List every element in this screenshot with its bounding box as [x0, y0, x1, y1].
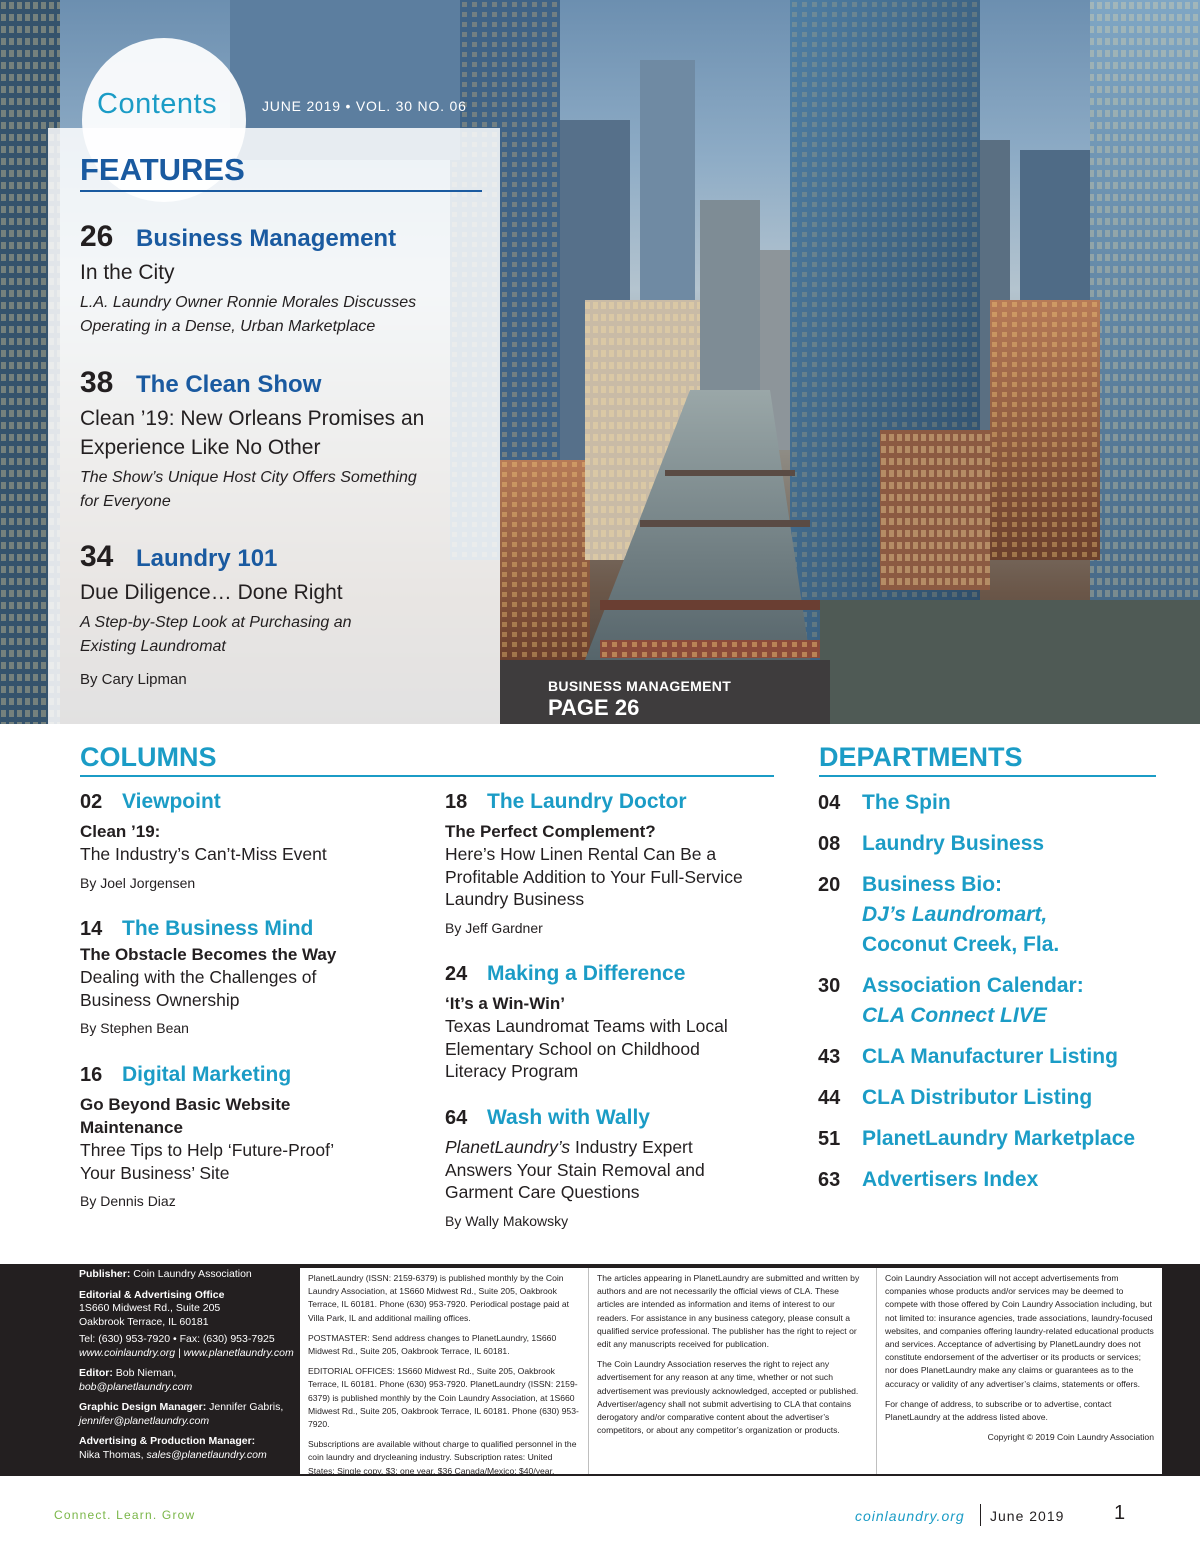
feature-category: The Clean Show — [136, 371, 322, 398]
department-item[interactable]: 51 PlanetLaundry Marketplace — [818, 1127, 1136, 1150]
column-headline: The Perfect Complement? — [445, 822, 656, 841]
hero-caption-kicker: BUSINESS MANAGEMENT — [548, 678, 732, 694]
footer-tagline: Connect. Learn. Grow — [54, 1508, 196, 1522]
column-item-digital-marketing[interactable] — [80, 1063, 410, 1209]
column-category: The Business Mind — [122, 917, 314, 940]
column-page-number: 02 — [80, 791, 103, 813]
department-item[interactable]: 04 The Spin — [818, 791, 951, 814]
feature-page-number: 34 — [80, 540, 114, 573]
feature-category: Business Management — [136, 225, 397, 252]
column-subhead: The Industry’s Can’t-Miss Event — [80, 844, 327, 864]
department-item[interactable]: 30 Association Calendar: CLA Connect LIVE — [818, 974, 1084, 1027]
legal-publication-info: PlanetLaundry (ISSN: 2159-6379) is published monthly by the Coin Laundry Association, at 1S660 Midwest Rd., Suite 205, Oakbrook Terrace, IL 60181. Phone (630) 953-7920. Periodical postage paid at Villa Park, IL and additional mailing offices. POSTMASTER: Send address changes to PlanetLaundry, 1S660 Midwest Rd., Suite 205, Oakbrook Terrace, IL 60181. EDITORIAL OFFICES: 1S660 Midwest Rd., Suite 205, Oakbrook Terrace, IL 60181. Phone (630) 953-7920. PlanetLaundry (ISSN: 2159-6379) is published monthly by the Coin Laundry Association, at 1S660 Midwest Rd., Suite 205, Oakbrook Terrace, IL 60181. Phone (630) 953-7920. Subscriptions are available without charge to qualified personnel in the coin laundry and drycleaning industry. Subscription rates: United States: Single copy, $3; one year, $36 Canada/Mexico: $40/year. — [300, 1268, 589, 1474]
department-item[interactable]: 43 CLA Manufacturer Listing — [818, 1045, 1118, 1068]
departments-heading: DEPARTMENTS — [819, 742, 1023, 772]
features-heading: FEATURES — [80, 152, 245, 187]
column-byline: By Jeff Gardner — [445, 919, 543, 936]
feature-item-business-management[interactable] — [80, 220, 480, 339]
feature-category: Laundry 101 — [136, 545, 278, 572]
hero-caption-page: PAGE 26 — [548, 695, 640, 720]
column-page-number: 18 — [445, 791, 468, 813]
column-item-laundry-doctor[interactable] — [445, 790, 775, 936]
column-headline: Go Beyond Basic Website Maintenance — [80, 1095, 291, 1137]
department-item[interactable]: 63 Advertisers Index — [818, 1168, 1039, 1191]
column-subhead: Dealing with the Challenges of Business Ownership — [80, 967, 317, 1010]
feature-title: Clean ’19: New Orleans Promises an Experience Like No Other — [80, 407, 425, 459]
issue-date-volume: JUNE 2019 • VOL. 30 NO. 06 — [262, 98, 467, 114]
column-category: Making a Difference — [487, 962, 686, 985]
column-category: Wash with Wally — [487, 1106, 650, 1129]
hero-caption[interactable] — [548, 678, 731, 721]
features-divider — [80, 190, 482, 192]
footer-separator — [980, 1504, 981, 1526]
masthead-credits: Publisher: Coin Laundry Association Editorial & Advertising Office 1S660 Midwest Rd., Suite 205 Oakbrook Terrace, IL 60181 Tel: (630) 953-7920 • Fax: (630) 953-7925 www.coinlaundry.org | www.planetlaundry.com Editor: Bob Nieman, bob@planetlaundry.com Graphic Design Manager: Jennifer Gabris, jennifer@planetlaundry.com Advertising & Production Manager: Nika Thomas, sales@planetlaundry.com — [79, 1268, 294, 1461]
column-byline: By Joel Jorgensen — [80, 874, 196, 891]
feature-dek: The Show’s Unique Host City Offers Something for Everyone — [80, 469, 417, 510]
legal-advertising-policy: Coin Laundry Association will not accept advertisements from companies whose products and/or services may be deemed to compete with those offered by Coin Laundry Association including, but not limited to: insurance agencies, trade associations, laundry-focused websites, and companies offering laundry-related educational products and services. Acceptance of advertising by PlanetLaundry does not constitute endorsement of the advertiser or its products or services; nor does PlanetLaundry make any claims or guarantees as to the accuracy or validity of any advertiser’s claims, statements or offers. For change of address, to subscribe or to advertise, contact PlanetLaundry at the address listed above. Copyright © 2019 Coin Laundry Association — [877, 1268, 1162, 1474]
column-subhead: Here’s How Linen Rental Can Be a Profitable Addition to Your Full-Service Laundry Business — [445, 844, 743, 909]
departments-divider — [819, 775, 1156, 777]
column-page-number: 24 — [445, 963, 468, 985]
footer-issue-date: June 2019 — [990, 1508, 1065, 1524]
column-subhead: Three Tips to Help ‘Future-Proof’ Your Business’ Site — [80, 1140, 335, 1183]
contents-title: Contents — [97, 88, 218, 120]
feature-page-number: 26 — [80, 220, 114, 253]
column-byline: By Stephen Bean — [80, 1020, 189, 1036]
column-byline: By Dennis Diaz — [80, 1193, 176, 1209]
department-item[interactable]: 44 CLA Distributor Listing — [818, 1086, 1093, 1109]
column-item-making-a-difference[interactable] — [445, 962, 775, 1083]
column-page-number: 14 — [80, 918, 103, 940]
column-page-number: 64 — [445, 1107, 468, 1129]
column-page-number: 16 — [80, 1064, 103, 1086]
department-item[interactable]: 20 Business Bio: DJ’s Laundromart, Coconut Creek, Fla. — [818, 873, 1060, 956]
footer-website-link[interactable]: coinlaundry.org — [855, 1508, 965, 1524]
feature-title: In the City — [80, 261, 175, 284]
column-headline: ‘It’s a Win-Win’ — [445, 994, 565, 1013]
column-headline: Clean ’19: — [80, 822, 161, 841]
column-item-viewpoint[interactable] — [80, 790, 410, 891]
column-category: The Laundry Doctor — [487, 790, 687, 813]
feature-item-clean-show[interactable] — [80, 366, 480, 514]
page-number: 1 — [1114, 1502, 1126, 1524]
feature-dek: L.A. Laundry Owner Ronnie Morales Discusses Operating in a Dense, Urban Marketplace — [80, 294, 417, 335]
departments-list — [818, 788, 1158, 1206]
legal-editorial-policy: The articles appearing in PlanetLaundry are submitted and written by authors and are not necessarily the official views of CLA. These articles are intended as information and items of interest to our readers. For assistance in any business category, please consult a qualified service professional. The publisher has the right to reject or edit any manuscripts received for publication. The Coin Laundry Association reserves the right to reject any advertisement for any reason at any time, whether or not such advertisement was previously acknowledged, accepted or published. Advertiser/agency shall not submit advertising to CLA that contains derogatory and/or comparative content about the advertiser’s competitors, or about any competitor’s organization or products. — [589, 1268, 877, 1474]
column-item-business-mind[interactable] — [80, 917, 410, 1036]
column-headline: The Obstacle Becomes the Way — [80, 945, 337, 964]
columns-divider — [80, 775, 774, 777]
column-category: Digital Marketing — [122, 1063, 292, 1086]
feature-item-laundry-101[interactable] — [80, 540, 480, 688]
department-item[interactable]: 08 Laundry Business — [818, 832, 1045, 855]
column-item-wash-with-wally[interactable] — [445, 1106, 775, 1229]
column-category: Viewpoint — [122, 790, 221, 813]
feature-byline: By Cary Lipman — [80, 671, 187, 688]
feature-title: Due Diligence… Done Right — [80, 581, 343, 604]
column-byline: By Wally Makowsky — [445, 1212, 569, 1229]
feature-dek: A Step-by-Step Look at Purchasing an Existing Laundromat — [80, 614, 352, 655]
columns-heading: COLUMNS — [80, 742, 217, 772]
column-subhead: PlanetLaundry’s Industry Expert Answers Your Stain Removal and Garment Care Questions — [445, 1137, 705, 1202]
feature-page-number: 38 — [80, 366, 114, 399]
column-subhead: Texas Laundromat Teams with Local Elementary School on Childhood Literacy Program — [445, 1016, 728, 1081]
